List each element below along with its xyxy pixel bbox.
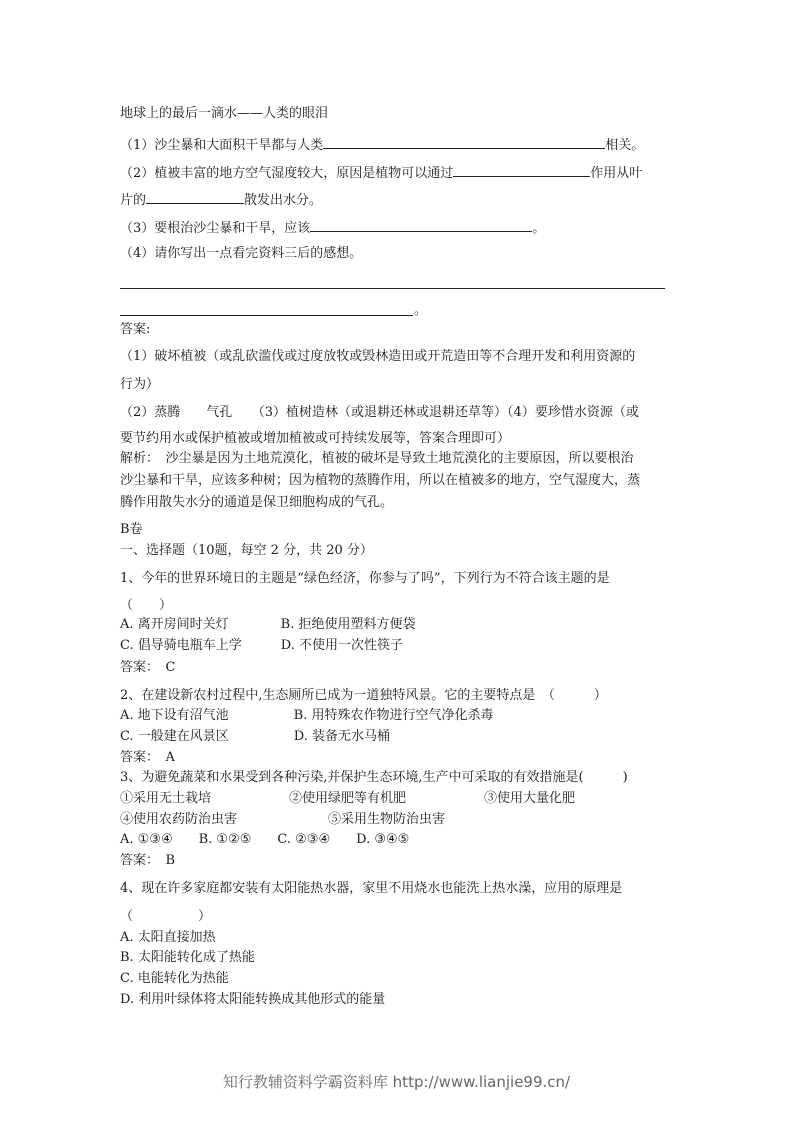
question-2 (120, 163, 642, 182)
answer-blank[interactable] (146, 190, 244, 204)
question-4-end: 。 (414, 303, 428, 318)
answer-1-line-2: 行为） (120, 377, 160, 392)
answer-blank[interactable] (323, 135, 605, 149)
answer-line[interactable] (120, 315, 413, 316)
question-b1-line-2: （ ） (120, 598, 173, 613)
question-b3-options-1: ①采用无土栽培 ②使用绿肥等有机肥 ③使用大量化肥 (120, 791, 576, 806)
footer-watermark: 知行教辅资料学霸资料库 http://www.lianjie99.cn/ (222, 1073, 571, 1091)
question-b3-answer: 答案： B (120, 853, 176, 868)
question-4: （4）请你写出一点看完资料三后的感想。 (120, 246, 363, 261)
passage-title: 地球上的最后一滴水——人类的眼泪 (120, 106, 329, 121)
question-2b-text: 片的 (120, 193, 147, 208)
answer-1-line-1: （1）破坏植被（或乱砍滥伐或过度放牧或毁林造田或开荒造田等不合理开发和利用资源的 (120, 349, 636, 364)
question-2-continued (120, 190, 322, 209)
question-b1-options-2: C. 倡导骑电瓶车上学 D. 不使用一次性筷子 (120, 638, 403, 653)
question-b4-option-c: C. 电能转化为热能 (120, 971, 229, 986)
question-1-text: （1）沙尘暴和大面积干旱都与人类 (120, 138, 324, 153)
question-3-tail: 。 (532, 221, 546, 236)
analysis-line-1: 解析： 沙尘暴是因为土地荒漠化，植被的破坏是导致土地荒漠化的主要原因，所以要根治 (120, 451, 634, 466)
analysis-line-2: 沙尘暴和干旱，应该多种树；因为植物的蒸腾作用，所以在植被多的地方，空气湿度大，蒸 (120, 473, 641, 488)
answer-2-line-1: （2）蒸腾 气孔 （3）植树造林（或退耕还林或退耕还草等）（4）要珍惜水资源（或 (120, 405, 639, 420)
question-b3-options-2: ④使用农药防治虫害 ⑤采用生物防治虫害 (120, 812, 446, 827)
answer-blank[interactable] (310, 218, 532, 232)
question-b2-options-1: A. 地下设有沼气池 B. 用特殊农作物进行空气净化杀毒 (120, 708, 494, 723)
question-b4-option-d: D. 利用叶绿体将太阳能转换成其他形式的能量 (120, 992, 386, 1007)
question-b1-answer: 答案： C (120, 660, 176, 675)
question-b4-line-1: 4、现在许多家庭都安装有太阳能热水器，家里不用烧水也能洗上热水澡，应用的原理是 (120, 881, 623, 896)
answer-blank[interactable] (453, 163, 590, 177)
question-b3-options-3: A. ①③④ B. ①②⑤ C. ②③④ D. ③④⑤ (120, 832, 410, 847)
answer-line[interactable] (120, 288, 665, 289)
question-b1-line-1: 1、今年的世界环境日的主题是“绿色经济，你参与了吗”，下列行为不符合该主题的是 (120, 571, 610, 586)
section-heading: B卷 (120, 522, 143, 537)
question-2b-tail: 散发出水分。 (244, 193, 323, 208)
analysis-line-3: 腾作用散失水分的通道是保卫细胞构成的气孔。 (120, 495, 394, 510)
answer-label: 答案: (120, 322, 151, 337)
question-2-tail: 作用从叶 (590, 166, 643, 181)
question-b3: 3、为避免蔬菜和水果受到各种污染,并保护生态环境,生产中可采取的有效措施是( ) (120, 770, 628, 785)
section-instructions: 一、选择题（10题，每空 2 分，共 20 分） (120, 543, 373, 558)
question-3 (120, 218, 545, 237)
question-b4-line-2: （ ） (120, 909, 212, 924)
question-b2: 2、在建设新农村过程中,生态厕所已成为一道独特风景。它的主要特点是 （ ） (120, 688, 607, 703)
question-b1-options-1: A. 离开房间时关灯 B. 拒绝使用塑料方便袋 (120, 617, 416, 632)
question-b2-options-2: C. 一般建在风景区 D. 装备无水马桶 (120, 729, 390, 744)
question-b4-option-b: B. 太阳能转化成了热能 (120, 950, 255, 965)
question-3-text: （3）要根治沙尘暴和干旱，应该 (120, 221, 311, 236)
question-2-text: （2）植被丰富的地方空气湿度较大，原因是植物可以通过 (120, 166, 454, 181)
question-1-tail: 相关。 (605, 138, 645, 153)
question-b4-option-a: A. 太阳直接加热 (120, 930, 216, 945)
answer-2-line-2: 要节约用水或保护植被或增加植被或可持续发展等，答案合理即可） (120, 431, 511, 446)
question-b2-answer: 答案： A (120, 750, 175, 765)
question-1 (120, 135, 644, 154)
